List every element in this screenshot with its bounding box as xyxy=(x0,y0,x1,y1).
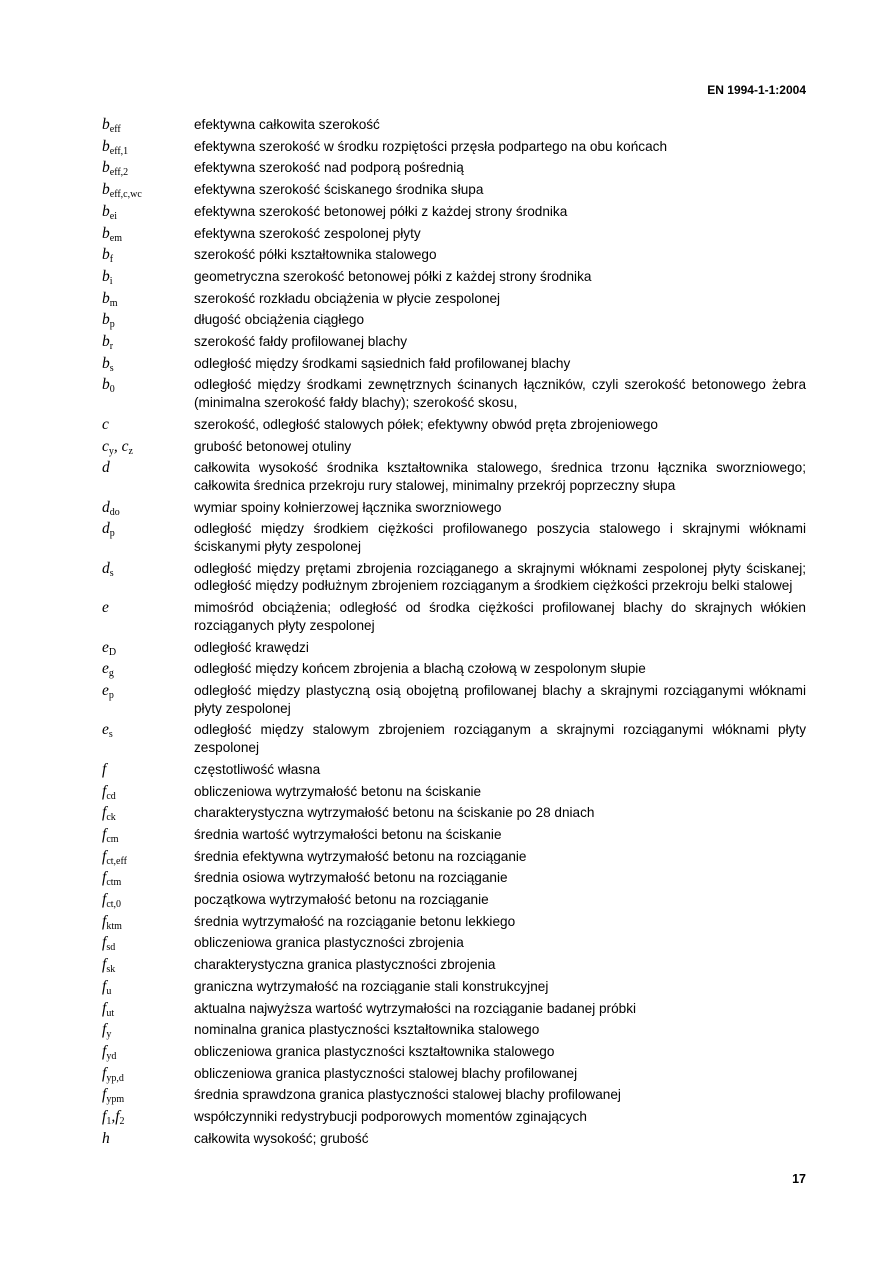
glossary-entry xyxy=(102,331,806,353)
glossary-entry xyxy=(102,457,806,496)
entry-symbol xyxy=(102,558,194,597)
symbol-base: f xyxy=(102,1108,107,1126)
glossary-entry xyxy=(102,244,806,266)
entry-description: efektywna całkowita szerokość xyxy=(194,117,380,132)
entry-symbol xyxy=(102,1106,194,1128)
entry-description: obliczeniowa granica plastyczności stalowej blachy profilowanej xyxy=(194,1065,578,1081)
entry-description: średnia osiowa wytrzymałość betonu na rozciąganie xyxy=(194,870,508,886)
entry-description: efektywna szerokość zespolonej płyty xyxy=(194,225,421,241)
entry-symbol xyxy=(102,179,194,201)
symbol-base: f xyxy=(102,1086,107,1104)
symbol-base: e xyxy=(102,681,109,699)
entry-description: długość obciążenia ciągłego xyxy=(194,312,365,328)
entry-symbol xyxy=(102,802,194,824)
symbol-subscript: y xyxy=(106,1029,112,1041)
glossary-entry xyxy=(102,1063,806,1085)
glossary-entry xyxy=(102,436,806,458)
entry-symbol xyxy=(102,157,194,179)
entry-description: odległość między stalowym zbrojeniem rozciąganym a skrajnymi rozciąganymi włóknami płyty zespolonej xyxy=(194,722,806,756)
entry-description: efektywna szerokość nad podporą pośrednią xyxy=(194,160,464,176)
symbol-base: e xyxy=(102,660,109,678)
symbol-subscript: r xyxy=(109,341,114,353)
symbol-subscript: eff,c,wc xyxy=(109,189,142,201)
page-number: 17 xyxy=(792,1172,806,1186)
symbol-base: f xyxy=(102,1021,107,1039)
glossary-entry xyxy=(102,179,806,201)
entry-symbol xyxy=(102,518,194,557)
symbol-base: b xyxy=(102,354,110,372)
entry-symbol xyxy=(102,658,194,680)
glossary-entry xyxy=(102,597,806,636)
entry-symbol xyxy=(102,374,194,413)
glossary-entry xyxy=(102,414,806,436)
entry-description: szerokość fałdy profilowanej blachy xyxy=(194,334,408,350)
entry-symbol xyxy=(102,1084,194,1106)
symbol-subscript: ct,0 xyxy=(106,899,122,911)
entry-description: odległość między środkiem ciężkości profilowanego poszycia stalowego i skrajnymi włóknami ściskanymi płyty zespolonej xyxy=(194,521,806,555)
symbol-subscript: cd xyxy=(106,790,116,802)
entry-description: średnia wartość wytrzymałości betonu na ściskanie xyxy=(194,826,502,842)
entry-symbol xyxy=(102,824,194,846)
glossary-entry xyxy=(102,824,806,846)
symbol-base: f xyxy=(102,956,107,974)
symbol-subscript: eff,2 xyxy=(109,167,129,179)
glossary-entry xyxy=(102,1041,806,1063)
entry-description: wymiar spoiny kołnierzowej łącznika sworzniowego xyxy=(194,499,502,515)
symbol-base: b xyxy=(102,116,110,133)
entry-symbol xyxy=(102,954,194,976)
symbol-base: c xyxy=(102,415,109,433)
glossary-entry xyxy=(102,558,806,597)
glossary-entry xyxy=(102,1128,806,1150)
entry-symbol xyxy=(102,781,194,803)
glossary-entry xyxy=(102,1084,806,1106)
entry-symbol xyxy=(102,331,194,353)
glossary-entry xyxy=(102,637,806,659)
symbol-base: b xyxy=(102,246,110,264)
entry-description: efektywna szerokość betonowej półki z każdej strony środnika xyxy=(194,203,568,219)
symbol-subscript: p xyxy=(109,319,115,331)
entry-symbol xyxy=(102,998,194,1020)
symbol-base: e xyxy=(102,638,109,656)
entry-description: obliczeniowa wytrzymałość betonu na ściskanie xyxy=(194,783,482,799)
symbol-subscript: p xyxy=(108,689,114,701)
symbol-subscript-secondary: z xyxy=(128,445,133,457)
symbol-subscript: p xyxy=(109,528,115,540)
symbol-base-secondary: , c xyxy=(113,437,129,455)
entry-description: obliczeniowa granica plastyczności zbrojenia xyxy=(194,935,464,951)
entry-description: odległość między środkami sąsiednich fałd profilowanej blachy xyxy=(194,355,571,371)
entry-description: szerokość, odległość stalowych półek; efektywny obwód pręta zbrojeniowego xyxy=(194,416,658,432)
symbol-subscript: ypm xyxy=(106,1094,125,1106)
entry-description: nominalna granica plastyczności kształtownika stalowego xyxy=(194,1022,540,1038)
symbol-base: b xyxy=(102,181,110,199)
entry-symbol xyxy=(102,932,194,954)
entry-description: odległość między plastyczną osią obojętną profilowanej blachy a skrajnymi rozciąganymi włóknami płyty zespolonej xyxy=(194,682,806,716)
symbol-base: f xyxy=(102,1042,107,1060)
entry-description: efektywna szerokość ściskanego środnika słupa xyxy=(194,182,484,198)
entry-description: całkowita wysokość; grubość xyxy=(194,1130,369,1146)
symbol-base: e xyxy=(102,721,109,739)
symbol-base: h xyxy=(102,1129,110,1147)
symbol-base: e xyxy=(102,599,109,617)
symbol-base: b xyxy=(102,289,110,307)
symbol-base: f xyxy=(102,847,107,865)
entry-symbol xyxy=(102,976,194,998)
symbol-base: b xyxy=(102,311,110,329)
entry-description: częstotliwość własna xyxy=(194,761,321,777)
symbol-subscript: ktm xyxy=(106,920,122,932)
glossary-entry xyxy=(102,518,806,557)
symbol-subscript: s xyxy=(109,567,114,579)
entry-symbol xyxy=(102,414,194,436)
symbol-base: c xyxy=(102,437,109,455)
glossary-entry xyxy=(102,353,806,375)
symbol-base: b xyxy=(102,267,110,285)
entry-symbol xyxy=(102,1019,194,1041)
symbol-subscript: yd xyxy=(106,1050,117,1062)
symbol-base: f xyxy=(102,977,107,995)
symbol-subscript: ut xyxy=(106,1007,115,1019)
symbol-subscript: ctm xyxy=(106,877,122,889)
entry-symbol xyxy=(102,436,194,458)
entry-description: aktualna najwyższa wartość wytrzymałości na rozciąganie badanej próbki xyxy=(194,1000,637,1016)
symbol-subscript: ct,eff xyxy=(106,855,127,867)
symbol-subscript: sd xyxy=(106,942,116,954)
glossary-entry xyxy=(102,867,806,889)
symbol-subscript: f xyxy=(109,254,114,266)
entry-description: mimośród obciążenia; odległość od środka ciężkości profilowanej blachy do skrajnych włókien rozciąganych płyty zespolonej xyxy=(194,600,806,633)
entry-description: charakterystyczna granica plastyczności zbrojenia xyxy=(194,957,496,973)
glossary-entry xyxy=(102,114,806,136)
symbol-base-secondary: ,f xyxy=(111,1108,120,1126)
symbol-subscript: em xyxy=(109,232,122,244)
symbol-subscript: eff,1 xyxy=(109,145,129,157)
glossary-entry xyxy=(102,157,806,179)
symbol-base: f xyxy=(102,1064,107,1082)
entry-description: obliczeniowa granica plastyczności kształtownika stalowego xyxy=(194,1043,555,1059)
entry-description: grubość betonowej otuliny xyxy=(194,438,352,454)
symbol-subscript: u xyxy=(106,985,112,997)
symbol-subscript: i xyxy=(109,275,113,287)
entry-symbol xyxy=(102,867,194,889)
glossary-entry xyxy=(102,759,806,781)
glossary-entry xyxy=(102,1019,806,1041)
glossary-entry xyxy=(102,266,806,288)
glossary-entry xyxy=(102,781,806,803)
entry-description: początkowa wytrzymałość betonu na rozciąganie xyxy=(194,892,489,908)
glossary-entry xyxy=(102,288,806,310)
entry-symbol xyxy=(102,136,194,158)
entry-description: odległość krawędzi xyxy=(194,639,309,655)
entry-symbol xyxy=(102,889,194,911)
glossary-entry xyxy=(102,846,806,868)
symbol-subscript: sk xyxy=(106,964,116,976)
symbol-base: b xyxy=(102,376,110,394)
symbol-base: b xyxy=(102,224,110,242)
symbol-subscript: m xyxy=(109,297,118,309)
entry-description: odległość między prętami zbrojenia rozciąganego a skrajnymi włóknami zespolonej płyty ściskanej; odległość między podłużnym zbrojeniem rozciąganym a środkiem ciężkości przekroju belki stalowej xyxy=(194,560,806,594)
symbol-base: f xyxy=(102,869,107,887)
symbol-subscript: ck xyxy=(106,812,116,824)
symbol-subscript: y xyxy=(108,445,114,457)
glossary-entry xyxy=(102,719,806,758)
entry-symbol xyxy=(102,1063,194,1085)
glossary-body xyxy=(102,114,806,1149)
symbol-subscript-secondary: 2 xyxy=(119,1116,125,1128)
entry-symbol xyxy=(102,457,194,496)
entry-description: graniczna wytrzymałość na rozciąganie stali konstrukcyjnej xyxy=(194,978,549,994)
glossary-entry xyxy=(102,998,806,1020)
entry-description: szerokość półki kształtownika stalowego xyxy=(194,247,437,263)
entry-description: odległość między środkami zewnętrznych ścinanych łączników, czyli szerokość betonowego żebra (minimalna szerokość fałdy blachy); szerokość skosu, xyxy=(194,377,806,411)
symbol-base: b xyxy=(102,333,110,351)
entry-symbol xyxy=(102,244,194,266)
symbol-glossary xyxy=(102,114,806,1149)
symbol-subscript: 1 xyxy=(106,1116,112,1128)
entry-symbol xyxy=(102,1128,194,1150)
glossary-entry xyxy=(102,680,806,719)
entry-symbol xyxy=(102,201,194,223)
symbol-subscript: s xyxy=(109,362,114,374)
entry-symbol xyxy=(102,114,194,136)
glossary-entry xyxy=(102,976,806,998)
entry-symbol xyxy=(102,597,194,636)
symbol-subscript: cm xyxy=(106,833,119,845)
symbol-base: f xyxy=(102,760,107,778)
entry-description: charakterystyczna wytrzymałość betonu na ściskanie po 28 dniach xyxy=(194,805,595,821)
glossary-entry xyxy=(102,932,806,954)
glossary-entry xyxy=(102,658,806,680)
entry-symbol xyxy=(102,309,194,331)
entry-symbol xyxy=(102,680,194,719)
standard-reference: EN 1994-1-1:2004 xyxy=(707,83,806,97)
symbol-base: f xyxy=(102,782,107,800)
symbol-base: b xyxy=(102,159,110,177)
entry-symbol xyxy=(102,288,194,310)
glossary-entry xyxy=(102,954,806,976)
symbol-subscript: ei xyxy=(109,210,117,222)
entry-symbol xyxy=(102,353,194,375)
glossary-entry xyxy=(102,497,806,519)
glossary-entry xyxy=(102,223,806,245)
entry-symbol xyxy=(102,911,194,933)
entry-symbol xyxy=(102,846,194,868)
entry-description: współczynniki redystrybucji podporowych momentów zginających xyxy=(194,1109,587,1125)
entry-description: średnia efektywna wytrzymałość betonu na rozciąganie xyxy=(194,848,527,864)
entry-description: szerokość rozkładu obciążenia w płycie zespolonej xyxy=(194,290,501,306)
entry-symbol xyxy=(102,719,194,758)
symbol-base: d xyxy=(102,459,110,477)
entry-description: odległość między końcem zbrojenia a blachą czołową w zespolonym słupie xyxy=(194,661,646,677)
entry-description: całkowita wysokość środnika kształtownika stalowego, średnica trzonu łącznika sworzniowego; całkowita średnica przekroju rury stalowej, minimalny przekrój poprzeczny słupa xyxy=(194,460,806,493)
glossary-entry xyxy=(102,911,806,933)
symbol-subscript: g xyxy=(108,668,114,680)
symbol-base: f xyxy=(102,934,107,952)
entry-description: średnia wytrzymałość na rozciąganie betonu lekkiego xyxy=(194,913,516,929)
symbol-subscript: do xyxy=(109,506,120,518)
glossary-entry xyxy=(102,802,806,824)
glossary-entry xyxy=(102,1106,806,1128)
symbol-base: b xyxy=(102,202,110,220)
entry-description: efektywna szerokość w środku rozpiętości przęsła podpartego na obu końcach xyxy=(194,138,668,154)
entry-symbol xyxy=(102,1041,194,1063)
entry-symbol xyxy=(102,266,194,288)
symbol-base: f xyxy=(102,999,107,1017)
symbol-subscript: 0 xyxy=(109,384,115,396)
glossary-entry xyxy=(102,889,806,911)
symbol-base: f xyxy=(102,891,107,909)
entry-symbol xyxy=(102,637,194,659)
symbol-subscript: D xyxy=(108,646,117,658)
glossary-entry xyxy=(102,309,806,331)
entry-description: geometryczna szerokość betonowej półki z każdej strony środnika xyxy=(194,268,592,284)
symbol-subscript: eff xyxy=(109,124,121,135)
entry-description: średnia sprawdzona granica plastyczności stalowej blachy profilowanej xyxy=(194,1087,621,1103)
entry-symbol xyxy=(102,223,194,245)
glossary-entry xyxy=(102,201,806,223)
symbol-base: f xyxy=(102,912,107,930)
entry-symbol xyxy=(102,759,194,781)
glossary-entry xyxy=(102,374,806,413)
symbol-base: b xyxy=(102,137,110,155)
symbol-base: f xyxy=(102,825,107,843)
symbol-base: d xyxy=(102,520,110,538)
symbol-base: d xyxy=(102,559,110,577)
entry-symbol xyxy=(102,497,194,519)
symbol-subscript: s xyxy=(108,729,113,741)
glossary-entry xyxy=(102,136,806,158)
symbol-subscript: yp,d xyxy=(106,1072,124,1084)
symbol-base: f xyxy=(102,804,107,822)
symbol-base: d xyxy=(102,498,110,516)
